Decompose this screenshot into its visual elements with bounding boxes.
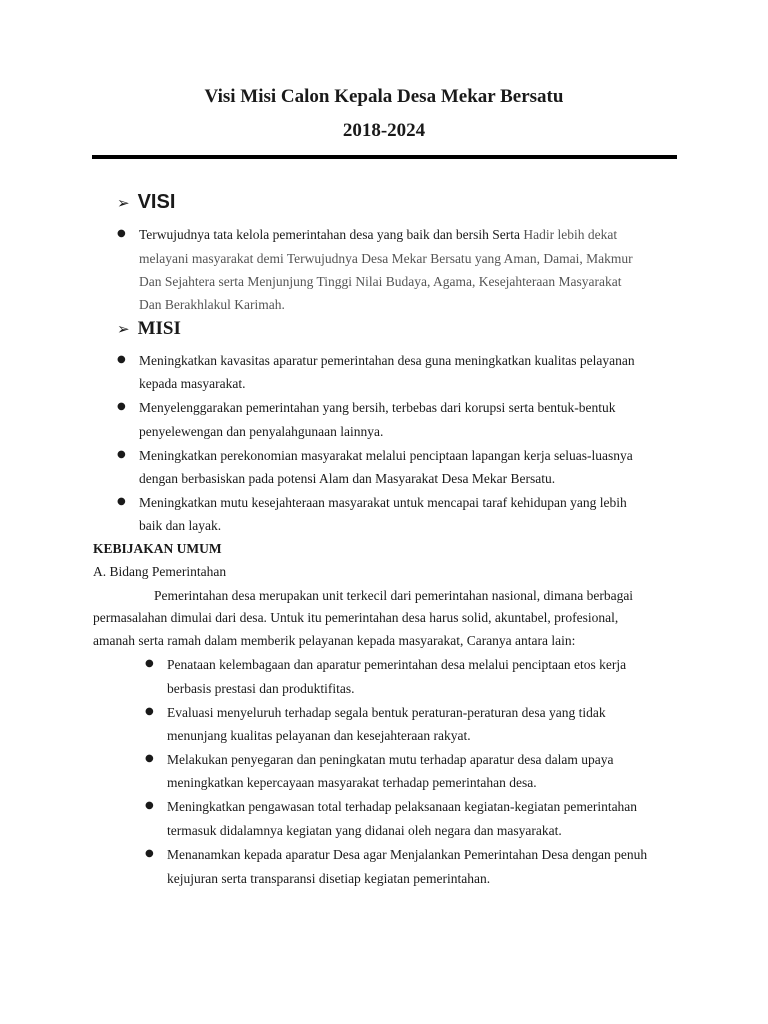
kebijakan-para-line-1: Pemerintahan desa merupakan unit terkecil dari pemerintahan nasional, dimana berbagai <box>154 588 634 603</box>
bullet-icon: ● <box>117 449 126 460</box>
kebijakan-item-2-line-2: menunjang kualitas pelayanan dan kesejahteraan rakyat. <box>167 728 471 743</box>
kebijakan-item-4-line-2: termasuk didalamnya kegiatan yang didanai oleh negara dan masyarakat. <box>167 823 562 838</box>
bullet-icon: ● <box>145 753 154 764</box>
kebijakan-subheading: A. Bidang Pemerintahan <box>93 564 227 579</box>
kebijakan-item-3-line-1: Melakukan penyegaran dan peningkatan mutu terhadap aparatur desa dalam upaya <box>167 752 614 767</box>
document-title: Visi Misi Calon Kepala Desa Mekar Bersatu <box>204 86 564 107</box>
bullet-icon: ● <box>145 706 154 717</box>
kebijakan-para-line-3: amanah serta ramah dalam memberik pelayanan kepada masyarakat, Caranya antara lain: <box>93 633 576 648</box>
bullet-icon: ● <box>117 401 126 412</box>
misi-item-3-line-2: dengan berbasiskan pada potensi Alam dan Masyarakat Desa Mekar Bersatu. <box>139 471 556 486</box>
bullet-icon: ● <box>117 354 126 365</box>
kebijakan-item-3-line-2: meningkatkan kepercayaan masyarakat terhadap pemerintahan desa. <box>167 775 537 790</box>
misi-heading <box>117 318 181 340</box>
arrowhead-bullet-icon: ➢ <box>117 193 130 212</box>
bullet-icon: ● <box>145 658 154 669</box>
bullet-icon: ● <box>145 800 154 811</box>
kebijakan-item-4-line-1: Meningkatkan pengawasan total terhadap pelaksanaan kegiatan-kegiatan pemerintahan <box>167 799 638 814</box>
kebijakan-item-1-line-1: Penataan kelembagaan dan aparatur pemerintahan desa melalui penciptaan etos kerja <box>167 657 627 672</box>
visi-line-3: Dan Sejahtera serta Menjunjung Tinggi Nilai Budaya, Agama, Kesejahteraan Masyarakat <box>139 274 622 289</box>
visi-line-1 <box>139 226 617 243</box>
bullet-icon: ● <box>145 848 154 859</box>
misi-item-3-line-1: Meningkatkan perekonomian masyarakat melalui penciptaan lapangan kerja seluas-luasnya <box>139 448 633 463</box>
misi-item-4-line-1: Meningkatkan mutu kesejahteraan masyarakat untuk mencapai taraf kehidupan yang lebih <box>139 495 627 510</box>
visi-text-1b: Hadir lebih dekat <box>523 227 618 242</box>
kebijakan-item-1-line-2: berbasis prestasi dan produktifitas. <box>167 681 355 696</box>
visi-line-2: melayani masyarakat demi Terwujudnya Desa Mekar Bersatu yang Aman, Damai, Makmur <box>139 251 633 266</box>
misi-item-4-line-2: baik dan layak. <box>139 518 222 533</box>
bullet-icon: ● <box>117 496 126 507</box>
misi-heading-label: MISI <box>137 318 181 339</box>
bullet-icon: ● <box>117 228 126 239</box>
kebijakan-item-5-line-1: Menanamkan kepada aparatur Desa agar Menjalankan Pemerintahan Desa dengan penuh <box>167 847 648 862</box>
misi-item-1-line-2: kepada masyarakat. <box>139 376 246 391</box>
visi-heading <box>117 191 175 214</box>
arrowhead-bullet-icon: ➢ <box>117 320 130 338</box>
misi-item-2-line-2: penyelewengan dan penyalahgunaan lainnya. <box>139 424 384 439</box>
title-divider <box>92 155 677 159</box>
misi-item-1-line-1: Meningkatkan kavasitas aparatur pemerintahan desa guna meningkatkan kualitas pelayanan <box>139 353 635 368</box>
visi-text-1a: Terwujudnya tata kelola pemerintahan desa yang baik dan bersih Serta <box>139 227 521 242</box>
kebijakan-item-5-line-2: kejujuran serta transparansi disetiap kegiatan pemerintahan. <box>167 871 491 886</box>
visi-heading-label: VISI <box>137 191 176 213</box>
kebijakan-para-line-2: permasalahan dimulai dari desa. Untuk itu pemerintahan desa harus solid, akuntabel, profesional, <box>93 610 619 625</box>
visi-line-4: Dan Berakhlakul Karimah. <box>139 297 285 312</box>
document-years: 2018-2024 <box>342 120 426 141</box>
kebijakan-item-2-line-1: Evaluasi menyeluruh terhadap segala bentuk peraturan-peraturan desa yang tidak <box>167 705 606 720</box>
kebijakan-heading: KEBIJAKAN UMUM <box>93 541 222 556</box>
misi-item-2-line-1: Menyelenggarakan pemerintahan yang bersih, terbebas dari korupsi serta bentuk-bentuk <box>139 400 616 415</box>
